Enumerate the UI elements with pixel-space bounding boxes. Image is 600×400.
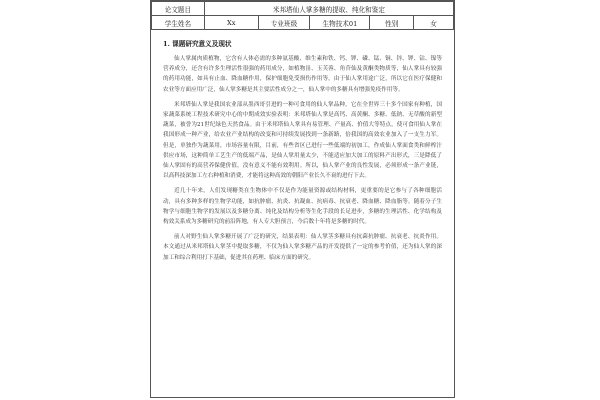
section-title: 1. 课题研究意义及现状	[163, 40, 232, 48]
student-name-label: 学生姓名	[152, 16, 205, 30]
gender-label: 性别	[370, 16, 414, 30]
header-table	[151, 1, 454, 30]
topic-value: 米邦塔仙人掌多糖的提取、纯化和鉴定	[204, 2, 453, 16]
gender-value: 女	[414, 16, 454, 30]
topic-label: 论文题目	[152, 2, 205, 16]
class-label: 专业班级	[258, 16, 310, 30]
content-area	[151, 30, 454, 263]
topic-row	[152, 2, 454, 16]
paragraph: 近几十年来，人们发现糖类在生物体中不仅是作为能量资源或结构材料，更重要的是它参与了各种细胞活动，具有多种多样的生物学功能，如抗肿瘤、抗炎、抗凝血、抗病毒、抗衰老、降血糖、降血脂等。随着分子生物学与细胞生物学的发展以及多糖分离、纯化及结构分析等生化手段的长足进步，多糖的生理活性、化学结构及构效关系成为多糖研究的前沿阵地，有人专大胆预言，今后数十年将是多糖的时代。	[163, 188, 442, 226]
student-row	[152, 16, 454, 30]
class-value: 生物技术01	[310, 16, 370, 30]
paragraph: 前人对野生仙人掌多糖开展了广泛的研究，结果表明：仙人掌茎多糖具有抗菌抗肿瘤、抗衰老、抗炎作用。本文通过从米邦塔仙人掌茎中提取多糖，不仅为仙人掌多糖产品的开发提供了一定的参考价值，还为仙人掌的深加工和综合利用打下基础，促进其在药理、临床方面的研究。	[163, 234, 442, 261]
student-name-value: Xx	[204, 16, 258, 30]
document-page	[150, 0, 455, 398]
paragraph: 米邦塔仙人掌是我国农业部从墨西哥引进的一种可食用的仙人掌品种，它在全世界三十多个国家有种植，国家蔬菜系统工程技术研究中心的中期成效实验表明：米邦塔仙人掌是高钙、高黄酮、多糖、低钠、无草酸的新型蔬菜，被誉为21世纪绿色天然食品。由于米邦塔仙人掌具有易管理、产量高、价值大等特点，使可食用仙人掌在我国形成一种产业，给农业产业结构的改变和可持续发展找到一条新路，倍我国的高效农业加入了一支生力军。但是，单独作为蔬菜用，市场容量有限，目前，有些省区已进行一些低端的初加工，作成仙人掌面食类和鲜榨汁供应市场，这种简单工艺生产的低端产品，是仙人掌用量太少，不能适应加大加工的原料产出形式，三是降低了仙人掌固有的高营养保健价值。没有意义不能有效利用。所以，仙人掌产业的良性发展，必须形成一条产业链，以高科技深加工左右种植和消费，才能将这种高效的朝阳产业长久不衰的进行下去。	[163, 101, 442, 180]
paragraph: 仙人掌属肉质植物，它含有人体必需的多种氨基酸、维生素和铁、钙、钾、磷、锰、铜、锌、钾、钴、镍等营养成分，还含有许多生理活性很强的药用成分，如植物甾、玉芙蓉、角苷仙及黄酮类物质等，仙人掌具有较强的药用功能，如具有止血、降血糖作用，保护细胞免受损伤作用等。由于仙人掌用途广泛，所以它在医疗保健和农业等方面应用广泛，仙人掌多糖是其主要活性成分之一，仙人掌中的多糖具有增强免疫作用等。	[163, 56, 442, 93]
